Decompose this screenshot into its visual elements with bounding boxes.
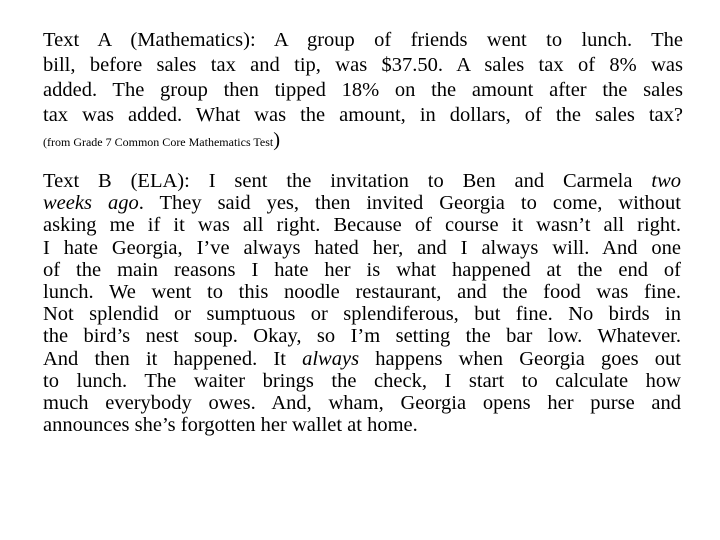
text-b-line (43, 348, 681, 370)
text-b-line: lunch. We went to this noodle restaurant, and the food was fine. (43, 281, 681, 304)
text-b-line2-text: . They said yes, then invited Georgia to come, without (138, 192, 681, 215)
text-b-line: of the main reasons I hate her is what happened at the end of (43, 258, 681, 281)
text-b-emphasis: always (302, 347, 360, 370)
text-b-paragraph (43, 170, 681, 436)
text-b-emphasis: weeks ago (43, 192, 139, 215)
text-b-line: much everybody owes. And, wham, Georgia opens her purse and (43, 392, 681, 415)
text-b-line9-post: happens when Georgia goes out (359, 347, 681, 370)
text-a-source-line (43, 128, 683, 153)
text-b-line: asking me if it was all right. Because of course it wasn’t all right. (43, 214, 681, 237)
text-b-line (43, 192, 681, 214)
text-b-line (43, 170, 681, 192)
text-b-line: the bird’s nest soup. Okay, so I’m setting the bar low. Whatever. (43, 325, 681, 348)
text-a-line: Text A (Mathematics): A group of friends went to lunch. The (43, 29, 683, 51)
text-b-line1-text: Text B (ELA): I sent the invitation to Ben and Carmela (43, 170, 652, 192)
text-b-line: Not splendid or sumptuous or splendiferous, but fine. No birds in (43, 303, 681, 326)
text-a-paragraph (43, 28, 683, 153)
text-b-line: to lunch. The waiter brings the check, I start to calculate how (43, 369, 681, 392)
text-a-source: (from Grade 7 Common Core Mathematics Test (43, 135, 274, 149)
text-b-line9-pre: And then it happened. It (43, 347, 303, 370)
text-a-line: bill, before sales tax and tip, was $37.50. A sales tax of 8% was (43, 54, 683, 76)
text-b-line: announces she’s forgotten her wallet at home. (43, 414, 418, 437)
text-b-line: I hate Georgia, I’ve always hated her, and I always will. And one (43, 236, 681, 259)
text-a-source-paren: ) (273, 129, 281, 151)
text-b-emphasis: two (651, 170, 681, 192)
text-a-line: added. The group then tipped 18% on the amount after the sales (43, 79, 683, 101)
text-a-line: tax was added. What was the amount, in dollars, of the sales tax? (43, 104, 683, 126)
